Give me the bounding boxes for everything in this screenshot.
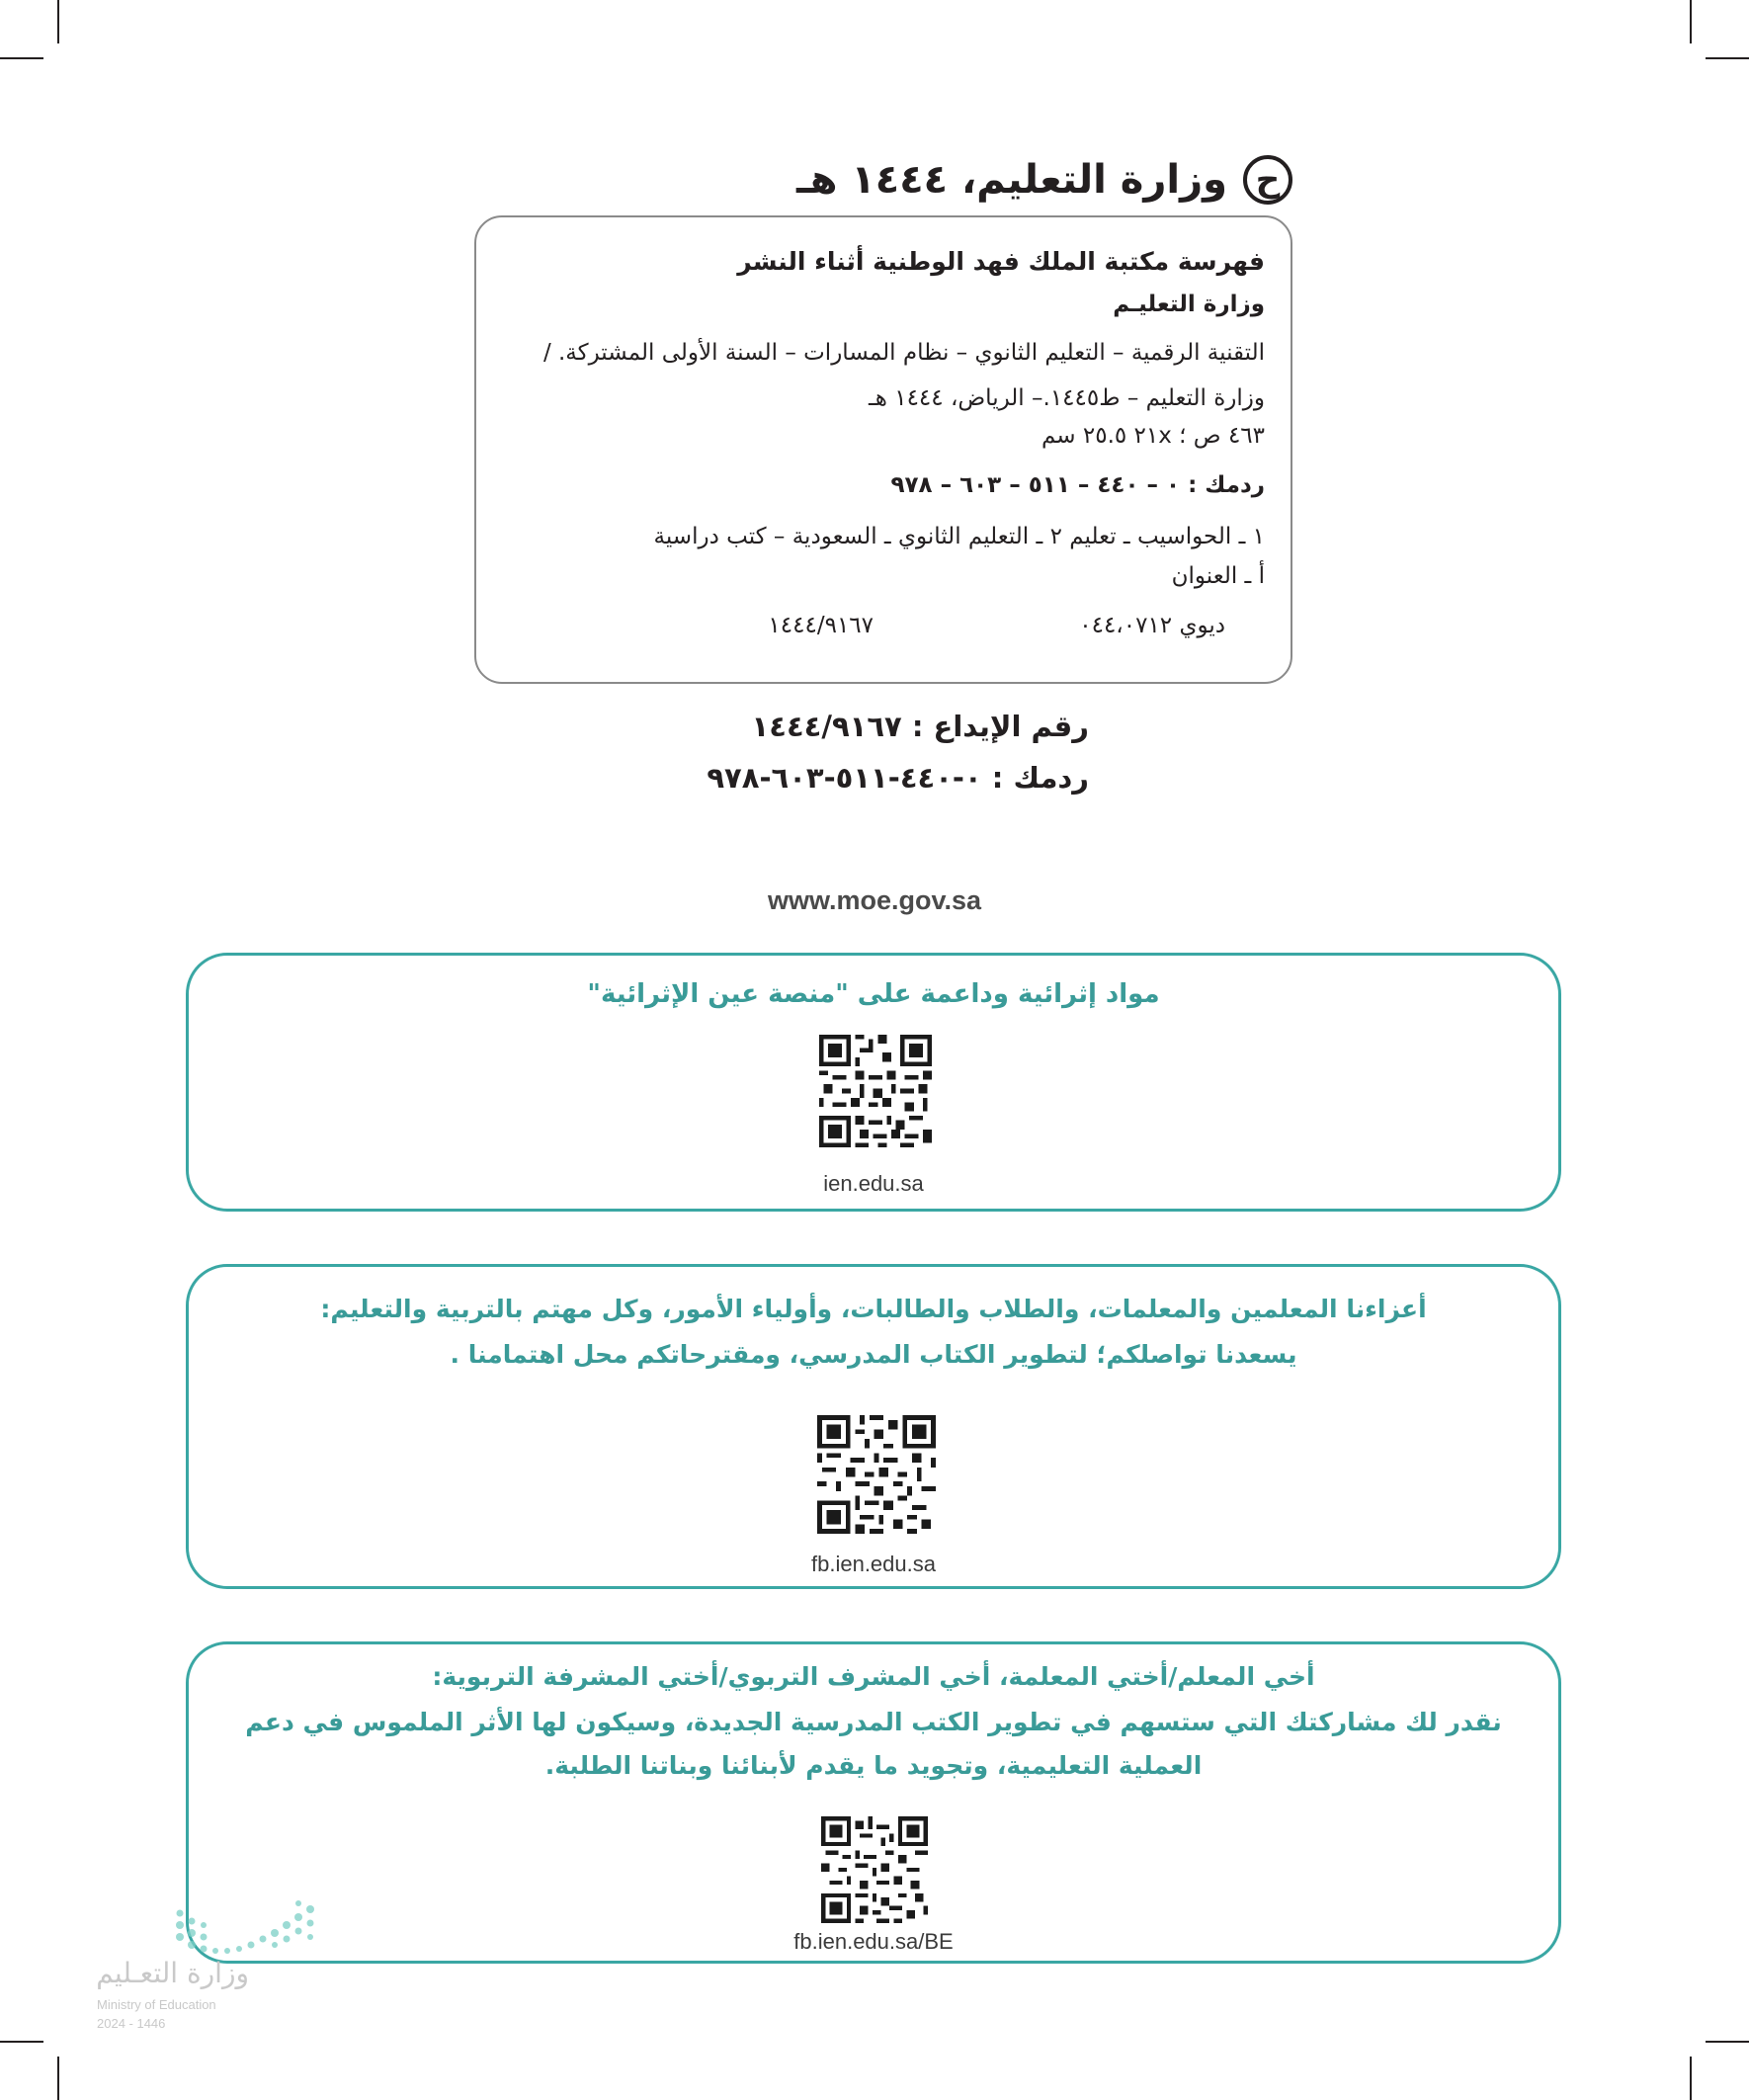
catalog-dewey: ديوي ٠٤٤،٠٧١٢ xyxy=(1079,613,1225,638)
supervisor-box xyxy=(186,1641,1561,1964)
ministry-logo xyxy=(95,1897,322,2036)
supervisor-url[interactable]: fb.ien.edu.sa/BE xyxy=(793,1929,954,1954)
enrichment-box xyxy=(186,953,1561,1212)
logo-english-name: Ministry of Education xyxy=(97,1997,216,2012)
qr-code-icon[interactable] xyxy=(817,1415,936,1534)
crop-mark xyxy=(57,2057,59,2100)
crop-mark xyxy=(1690,0,1692,43)
qr-code-icon[interactable] xyxy=(821,1816,928,1923)
feedback-url[interactable]: fb.ien.edu.sa xyxy=(811,1552,936,1576)
supervisor-line-1: أخي المعلم/أختي المعلمة، أخي المشرف التربوي/أختي المشرفة التربوية: xyxy=(432,1662,1315,1691)
crop-mark xyxy=(1690,2057,1692,2100)
deposit-number: رقم الإيداع : ١٤٤٤/٩١٦٧ xyxy=(751,710,1089,743)
crop-mark xyxy=(1706,2041,1749,2043)
enrichment-heading: مواد إثرائية وداعمة على "منصة عين الإثرائية" xyxy=(587,979,1160,1009)
website-url[interactable]: www.moe.gov.sa xyxy=(767,885,982,915)
feedback-box xyxy=(186,1264,1561,1589)
copyright-icon: ح xyxy=(1243,155,1292,205)
cataloging-box xyxy=(474,215,1292,684)
copyright-text: وزارة التعليم، ١٤٤٤ هـ xyxy=(796,157,1227,203)
enrichment-url[interactable]: ien.edu.sa xyxy=(823,1171,924,1196)
crop-mark xyxy=(1706,57,1749,59)
catalog-deposit-code: ١٤٤٤/٩١٦٧ xyxy=(768,613,874,638)
catalog-isbn: ردمك : ٠ – ٤٤٠ – ٥١١ – ٦٠٣ – ٩٧٨ xyxy=(890,472,1265,498)
catalog-line-1: التقنية الرقمية – التعليم الثانوي – نظام المسارات – السنة الأولى المشتركة. / xyxy=(542,340,1265,366)
crop-mark xyxy=(57,0,59,43)
feedback-line-1: أعزاءنا المعلمين والمعلمات، والطلاب والطالبات، وأولياء الأمور، وكل مهتم بالتربية والتعليم: xyxy=(320,1295,1427,1323)
catalog-author: وزارة التعليـم xyxy=(1113,292,1265,317)
copyright-line xyxy=(796,148,1292,211)
qr-code-icon[interactable] xyxy=(819,1035,932,1147)
supervisor-line-2: نقدر لك مشاركتك التي ستسهم في تطوير الكتب المدرسية الجديدة، وسيكون لها الأثر الملموس في دعم xyxy=(245,1708,1502,1736)
catalog-line-3: ٤٦٣ ص ؛ ٢١x ٢٥.٥ سم xyxy=(1041,423,1265,449)
feedback-line-2: يسعدنا تواصلكم؛ لتطوير الكتاب المدرسي، ومقترحاتكم محل اهتمامنا . xyxy=(450,1340,1297,1369)
deposit-isbn: ردمك : ٠-٤٤٠-٥١١-٦٠٣-٩٧٨ xyxy=(707,761,1089,795)
supervisor-line-3: العملية التعليمية، وتجويد ما يقدم لأبنائنا وبناتنا الطلبة. xyxy=(544,1751,1203,1780)
catalog-title-entry: أ ـ العنوان xyxy=(1171,563,1265,589)
crop-mark xyxy=(0,57,43,59)
catalog-subjects: ١ ـ الحواسيب ـ تعليم ٢ ـ التعليم الثانوي ـ السعودية – كتب دراسية xyxy=(653,524,1265,549)
ministry-logo-icon xyxy=(172,1897,320,1955)
crop-mark xyxy=(0,2041,43,2043)
catalog-line-2: وزارة التعليم – ط١٤٤٥.– الرياض، ١٤٤٤ هـ xyxy=(869,385,1265,411)
catalog-title: فهرسة مكتبة الملك فهد الوطنية أثناء النشر xyxy=(737,247,1265,276)
logo-arabic-name: وزارة التعـليم xyxy=(96,1957,249,1989)
logo-years: 2024 - 1446 xyxy=(97,2016,166,2031)
